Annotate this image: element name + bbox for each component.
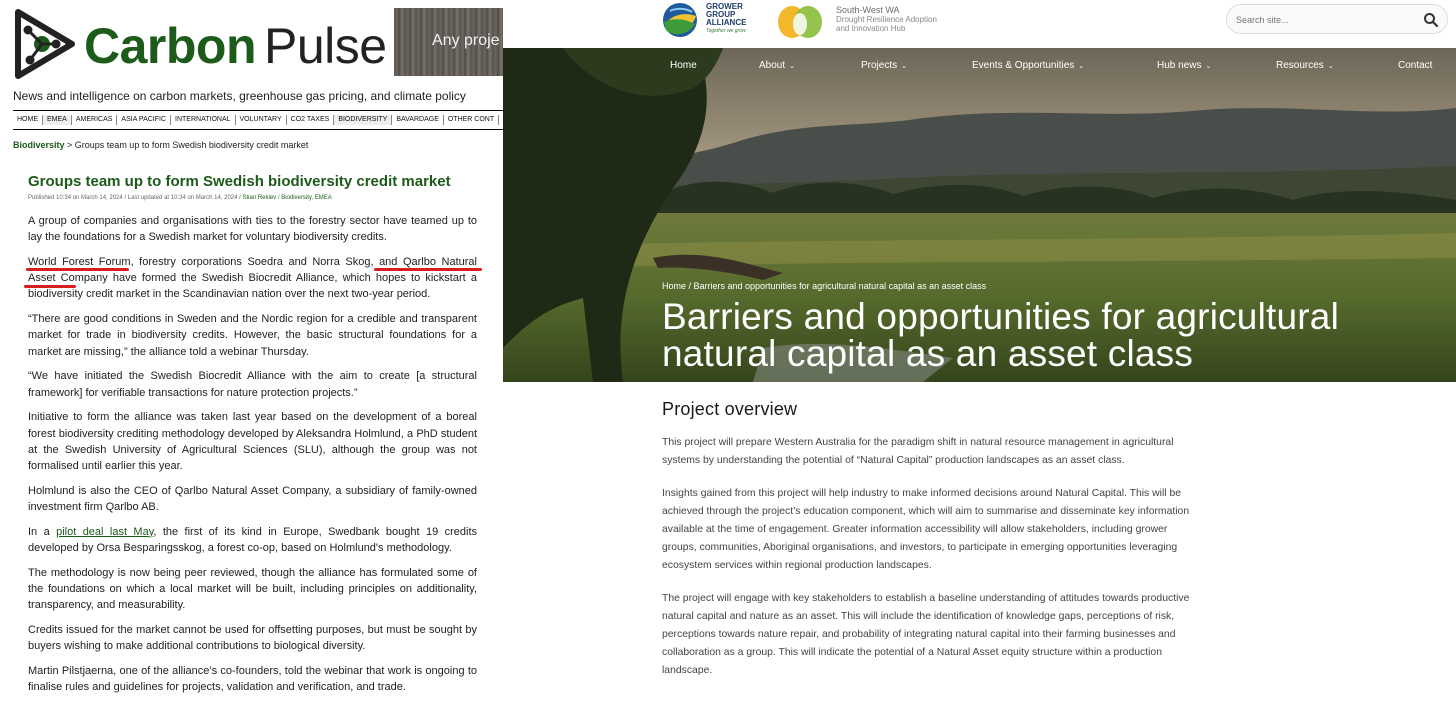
page-title: Barriers and opportunities for agricultural natural capital as an asset class: [662, 296, 1339, 374]
nav-label: Events & Opportunities: [972, 60, 1075, 71]
overview-paragraph: This project will prepare Western Australia for the paradigm shift in natural resource management in agricultural systems by understanding the potential of “Natural Capital” production landscapes as an asset class.: [662, 437, 1174, 467]
article-paragraph: Credits issued for the market cannot be used for offsetting purposes, but must be sought by buyers wishing to make additional contributions to biological diversity.: [28, 624, 477, 653]
nav-biodiversity[interactable]: BIODIVERSITY: [334, 115, 392, 125]
overview-paragraph: The project will engage with key stakeholders to establish a baseline understanding of attitudes towards productive natural capital and nature as an asset. This will include the identification of knowledge gaps, perceptions of risk, perceptions towards nature repair, and probability of integrating natural capital into their farming businesses and collaboration as a group. This will indicate the potential of a Natural Asset equity structure within a production landscape.: [662, 592, 1190, 677]
gga-line: ALLIANCE: [706, 18, 747, 27]
main-nav: [503, 60, 1456, 76]
qarlbo-text: Qarlbo Natural Asset Company: [28, 256, 477, 285]
overview-heading: Project overview: [662, 399, 798, 419]
article-paragraph: Martin Pilstjaerna, one of the alliance’s co-founders, told the webinar that work is ongoing to finalise rules and guidelines for projects, validation and verification, and trade.: [28, 665, 477, 694]
article-paragraph: “We have initiated the Swedish Biocredit Alliance with the aim to create [a structural framework] for verifiable transactions for nature protection projects.”: [28, 370, 477, 399]
nav-contact[interactable]: Contact: [1398, 60, 1433, 71]
gga-wordmark[interactable]: [706, 3, 746, 35]
paragraph-text: , the first of its kind in Europe, Swedbank bought 19 credits developed by Orsa Besparingsskog, a forest co-op, based on Holmlund's methodology.: [28, 525, 477, 555]
search-input[interactable]: [1236, 12, 1416, 27]
nav-label: Hub news: [1157, 60, 1202, 71]
nav-events[interactable]: [972, 60, 1084, 71]
chevron-down-icon: ⌄: [1327, 63, 1334, 70]
hero-banner: [503, 48, 1456, 382]
nav-bavardage[interactable]: BAVARDAGE: [392, 115, 444, 125]
article-paragraph: A group of companies and organisations with ties to the forestry sector have teamed up to lay the foundations for a Swedish market for voluntary biodiversity credits.: [28, 215, 477, 244]
carbon-pulse-panel: [0, 0, 503, 701]
gga-line: GROUP: [706, 10, 736, 19]
hub-leaf-logo-icon[interactable]: [775, 2, 825, 40]
world-forest-forum-text: World Forest Forum: [28, 256, 131, 268]
hub-wordmark[interactable]: [836, 6, 937, 33]
chevron-down-icon: ⌄: [901, 63, 907, 70]
site-header: [503, 0, 1456, 48]
red-underline-annotation: [26, 268, 129, 271]
paragraph-text: have formed the Swedish Biocredit Alliance, which hopes to kickstart a biodiversity credit market in the Scandinavian nation over the next two-year period.: [28, 272, 477, 301]
gga-line: GROWER: [706, 2, 743, 11]
meta-author-link[interactable]: Stian Reklev: [242, 195, 277, 201]
carbon-pulse-wordmark[interactable]: [84, 16, 387, 76]
brand-word-pulse: Pulse: [264, 18, 387, 74]
project-overview-section: [662, 399, 1202, 695]
chevron-down-icon: ⌄: [1078, 63, 1085, 70]
article-paragraph: [28, 524, 477, 556]
paragraph-text: In a: [28, 525, 57, 538]
nav-home[interactable]: HOME: [13, 115, 43, 125]
chevron-down-icon: ⌄: [1205, 63, 1212, 70]
hub-line: and Innovation Hub: [836, 24, 906, 33]
nav-about[interactable]: [759, 60, 795, 71]
overview-paragraph: Insights gained from this project will help industry to make informed decisions around Natural Capital. This will be achieved through the project’s education component, which will aim to summarise and disseminate key information available at the time of engagement. Greater information accessibility will allow stakeholders, including grower groups, communities, Aboriginal organisations, and investors, to participate in emerging opportunities leveraging ecosystem services within regional production landscapes.: [662, 487, 1190, 572]
ad-text: Any proje: [432, 32, 500, 49]
pilot-deal-link[interactable]: pilot deal last May: [56, 525, 154, 538]
section-nav: [13, 110, 503, 130]
nav-home[interactable]: Home: [670, 60, 697, 71]
article-paragraph: “There are good conditions in Sweden and the Nordic region for a credible and transparent market for trade in biodiversity credits. However, the basic structural foundations for a market are missing,” the alliance told a webinar Thursday.: [28, 313, 477, 358]
nav-co2-taxes[interactable]: CO2 TAXES: [287, 115, 335, 125]
carbon-pulse-logo-icon[interactable]: [12, 8, 76, 80]
brand-word-carbon: Carbon: [84, 18, 256, 74]
nav-asia-pacific[interactable]: ASIA PACIFIC: [117, 115, 171, 125]
gga-tagline: Together we grow: [706, 28, 746, 34]
article-paragraph: The methodology is now being peer reviewed, though the alliance has formulated some of the foundations on which a local market will be built, including principles on additionality, transparency, and measurability.: [28, 566, 477, 612]
paragraph-text: , forestry corporations Soedra and Norra Skog, and: [130, 256, 403, 268]
nav-hub-news[interactable]: [1157, 60, 1211, 71]
nav-other-content[interactable]: OTHER CONT: [444, 115, 499, 125]
breadcrumb: [13, 140, 308, 150]
meta-separator: /: [276, 195, 282, 201]
chevron-down-icon: ⌄: [789, 63, 796, 70]
article-paragraph: Initiative to form the alliance was taken last year based on the development of a boreal forest biodiversity crediting methodology developed by Aleksandra Holmlund, a PhD student at the Swedish University of Agricultural Sciences (SLU), although the group was not formalised until earlier this year.: [28, 411, 477, 473]
search-icon[interactable]: [1423, 12, 1439, 28]
article-title: Groups team up to form Swedish biodiversity credit market: [28, 173, 451, 190]
red-underline-annotation: [374, 268, 482, 271]
nav-emea[interactable]: EMEA: [43, 115, 72, 125]
article-body: [28, 213, 477, 701]
nav-international[interactable]: INTERNATIONAL: [171, 115, 236, 125]
site-tagline: News and intelligence on carbon markets, greenhouse gas pricing, and climate policy: [13, 89, 466, 103]
grower-group-alliance-panel: [503, 0, 1456, 701]
hub-line: South-West WA: [836, 5, 900, 15]
advertisement-banner[interactable]: [394, 8, 503, 76]
breadcrumb-section-link[interactable]: Biodiversity: [13, 140, 65, 150]
nav-label: About: [759, 60, 786, 71]
nav-label: Resources: [1276, 60, 1324, 71]
meta-published: Published 10:34 on March 14, 2024 / Last updated at 10:34 on March 14, 2024 /: [28, 195, 241, 201]
site-search[interactable]: [1226, 4, 1448, 34]
meta-tags-link[interactable]: Biodiversity, EMEA: [281, 195, 332, 201]
nav-voluntary[interactable]: VOLUNTARY: [236, 115, 287, 125]
breadcrumb-rest: > Groups team up to form Swedish biodiversity credit market: [64, 140, 309, 150]
nav-label: Projects: [861, 60, 898, 71]
nav-americas[interactable]: AMERICAS: [72, 115, 118, 125]
article-paragraph: [28, 254, 477, 303]
breadcrumb[interactable]: Home / Barriers and opportunities for agricultural natural capital as an asset class: [662, 281, 987, 291]
gga-globe-logo-icon[interactable]: [662, 2, 698, 38]
hub-line: Drought Resilience Adoption: [836, 15, 937, 24]
red-underline-annotation: [24, 285, 76, 288]
nav-resources[interactable]: [1276, 60, 1334, 71]
article-meta: [28, 195, 332, 201]
article-paragraph: Holmlund is also the CEO of Qarlbo Natural Asset Company, a subsidiary of family-owned investment firm Qarlbo AB.: [28, 484, 477, 514]
nav-projects[interactable]: [861, 60, 907, 71]
